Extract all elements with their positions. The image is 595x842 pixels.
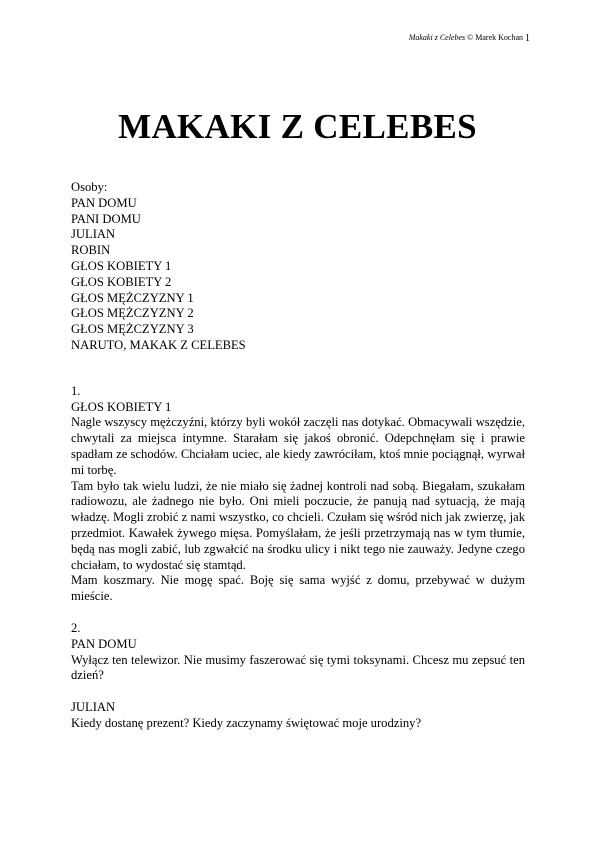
cast-item: GŁOS MĘŻCZYZNY 1	[71, 290, 194, 305]
page-number: 1	[525, 33, 530, 44]
cast-item: ROBIN	[71, 243, 111, 258]
cast-item: PAN DOMU	[71, 195, 137, 210]
cast-item: GŁOS MĘŻCZYZNY 3	[71, 322, 194, 337]
dialogue-paragraph: Tam było tak wielu ludzi, że nie miało się żadnej kontroli nad sobą. Biegałam, szukałam radiowozu, ale żadnego nie było. Oni mieli poczucie, że panują nad sytuacją, że mają władzę. Mogli zrobić z nami wszystko, co chcieli. Czułam się wśród nich jak zwierzę, jak przedmiot. Kawałek żywego mięsa. Pomyślałam, że jeśli przetrzymają nas w tym tłumie, będą nas mogli zabić, lub zgwałcić na środku ulicy i nikt tego nie zauważy. Jedyne czego chciałam, to wydostać się stamtąd.	[71, 478, 525, 572]
document-title: MAKAKI Z CELEBES	[118, 107, 477, 146]
dialogue-paragraph: Kiedy dostanę prezent? Kiedy zaczynamy świętować moje urodziny?	[71, 715, 422, 730]
header-author: © Marek Kochan	[467, 33, 523, 42]
header-title: Makaki z Celebes	[408, 33, 466, 42]
document-body	[71, 180, 525, 732]
dialogue-paragraph: Wyłącz ten telewizor. Nie musimy faszerować się tymi toksynami. Chcesz mu zepsuć ten dzień?	[71, 652, 525, 683]
cast-item: GŁOS KOBIETY 2	[71, 274, 172, 289]
cast-item: GŁOS MĘŻCZYZNY 2	[71, 306, 194, 321]
speaker-name: JULIAN	[71, 700, 116, 715]
speaker-name: PAN DOMU	[71, 636, 137, 651]
scene-number: 1.	[71, 383, 81, 398]
cast-item: GŁOS KOBIETY 1	[71, 258, 172, 273]
cast-item: JULIAN	[71, 227, 116, 242]
dialogue-paragraph: Mam koszmary. Nie mogę spać. Boję się sama wyjść z domu, przebywać w dużym mieście.	[71, 573, 525, 604]
scene-number: 2.	[71, 620, 81, 635]
cast-item: PANI DOMU	[71, 211, 141, 226]
cast-label: Osoby:	[71, 180, 108, 194]
speaker-name: GŁOS KOBIETY 1	[71, 399, 172, 414]
dialogue-paragraph: Nagle wszyscy mężczyźni, którzy byli wokół zaczęli nas dotykać. Obmacywali wszędzie, chwytali za miejsca intymne. Starałam się jakoś obronić. Odepchnęłam się i prawie spadłam ze schodów. Chciałam uciec, ale kiedy zawróciłam, ktoś mnie pociągnął, wyrwał mi torbę.	[71, 415, 525, 477]
running-header	[409, 33, 523, 42]
cast-item: NARUTO, MAKAK Z CELEBES	[71, 337, 246, 352]
